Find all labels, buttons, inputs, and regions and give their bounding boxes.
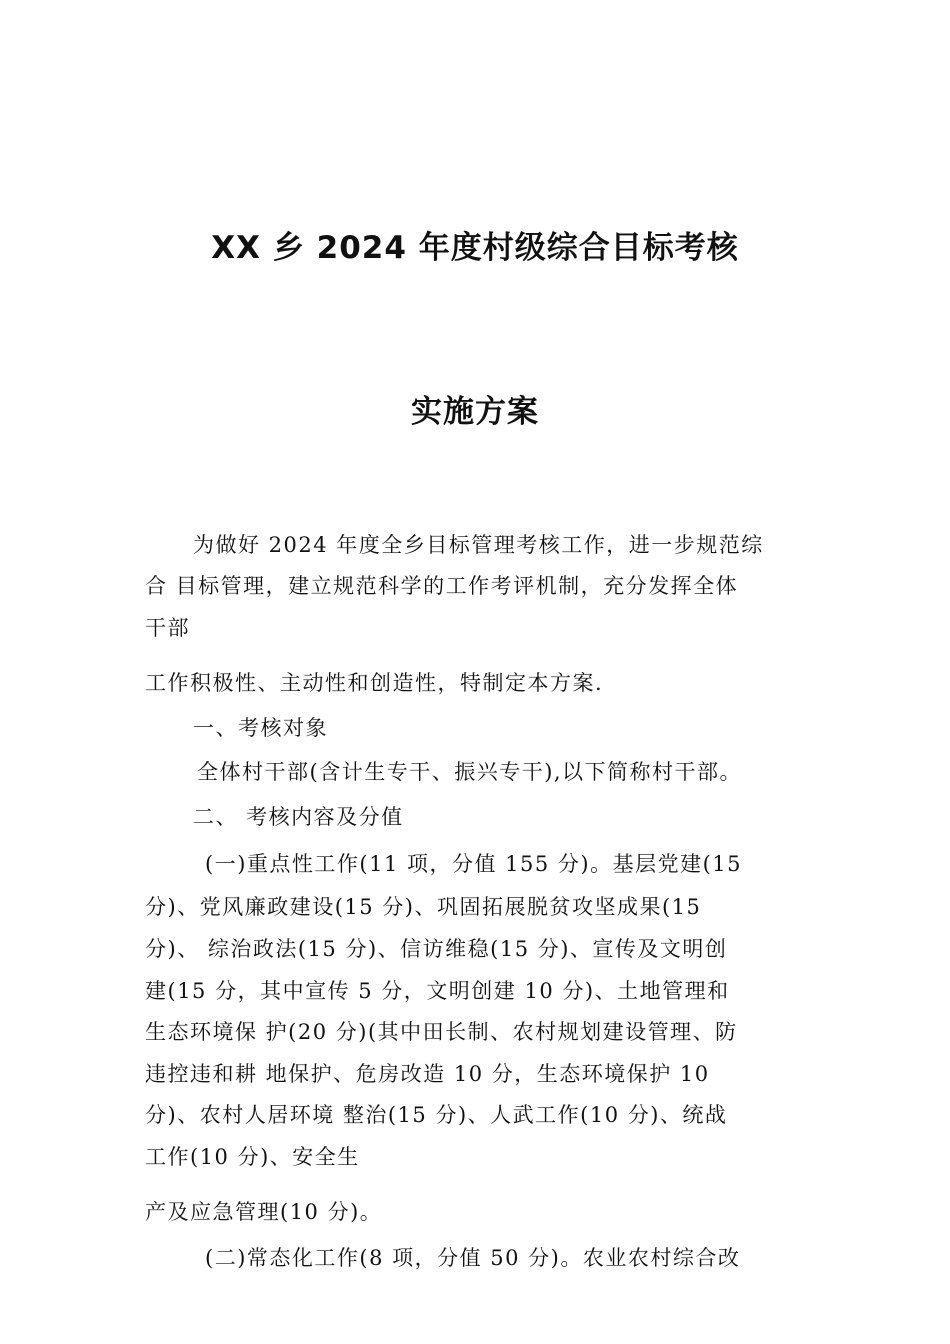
section-heading: 一、考核对象 [193, 716, 328, 740]
paragraph-line: 合 目标管理，建立规范科学的工作考评机制，充分发挥全体 [145, 574, 739, 598]
paragraph-line: 工作(10 分)、安全生 [145, 1145, 360, 1169]
paragraph-line: 分)、党风廉政建设(15 分)、巩固拓展脱贫攻坚成果(15 [145, 895, 702, 919]
paragraph-line: 全体村干部(含计生专干、振兴专干),以下简称村干部。 [197, 760, 743, 784]
document-subtitle: 实施方案 [411, 394, 539, 430]
paragraph-line: (二)常态化工作(8 项，分值 50 分)。农业农村综合改 [205, 1246, 741, 1270]
paragraph-line: 分)、农村人居环境 整治(15 分)、人武工作(10 分)、统战 [145, 1103, 728, 1127]
paragraph-line: 为做好 2024 年度全乡目标管理考核工作，进一步规范综 [193, 533, 764, 557]
paragraph-line: 产及应急管理(10 分)。 [145, 1200, 383, 1224]
document-title: XX 乡 2024 年度村级综合目标考核 [211, 230, 739, 266]
paragraph-line: 违控违和耕 地保护、危房改造 10 分，生态环境保护 10 [145, 1062, 710, 1086]
paragraph-line: 生态环境保 护(20 分)(其中田长制、农村规划建设管理、防 [145, 1020, 738, 1044]
paragraph-line: 分)、 综治政法(15 分)、信访维稳(15 分)、宣传及文明创 [145, 937, 728, 961]
paragraph-line: 工作积极性、主动性和创造性，特制定本方案. [145, 671, 604, 695]
paragraph-line: 建(15 分，其中宣传 5 分，文明创建 10 分)、土地管理和 [145, 979, 730, 1003]
paragraph-line: (一)重点性工作(11 项，分值 155 分)。基层党建(15 [205, 852, 743, 876]
section-heading: 二、 考核内容及分值 [193, 805, 404, 829]
paragraph-line: 干部 [145, 616, 190, 640]
